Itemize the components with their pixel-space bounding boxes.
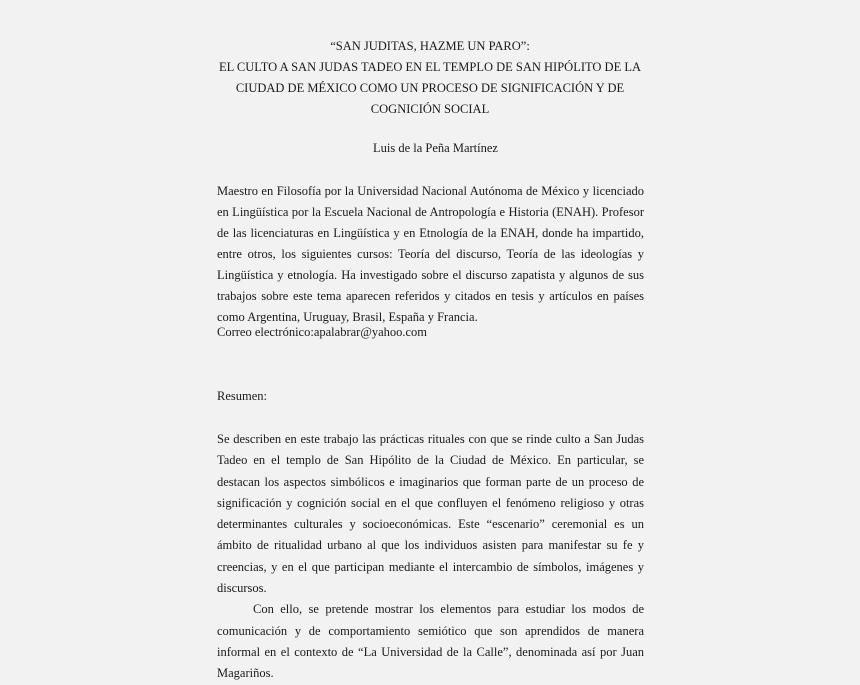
title-line-4: COGNICIÓN SOCIAL xyxy=(370,102,490,116)
abstract-body xyxy=(217,429,644,685)
abstract-paragraph-2: Con ello, se pretende mostrar los elementos para estudiar los modos de comunicación y de comportamiento semiótico que son aprendidos de manera informal en el contexto de “La Universidad de la Calle”, denominada así por Juan Magariños. xyxy=(217,602,644,681)
title-line-2: EL CULTO A SAN JUDAS TADEO EN EL TEMPLO DE SAN HIPÓLITO DE LA xyxy=(218,60,642,74)
abstract-paragraph-1: Se describen en este trabajo las prácticas rituales con que se rinde culto a San Judas Tadeo en el templo de San Hipólito de la Ciudad de México. En particular, se destacan los aspectos simbólicos e imaginarios que forman parte de un proceso de significación y cognición social en el que confluyen el fenómeno religioso y otras determinantes culturales y socioeconómicas. Este “escenario” ceremonial es un ámbito de ritualidad urbano al que los individuos asisten para manifestar su fe y creencias, y en el que participan mediante el intercambio de símbolos, imágenes y discursos. xyxy=(217,432,644,596)
title-line-3: CIUDAD DE MÉXICO COMO UN PROCESO DE SIGNIFICACIÓN Y DE xyxy=(235,81,625,95)
abstract-heading: Resumen: xyxy=(217,389,267,403)
author-email: Correo electrónico:apalabrar@yahoo.com xyxy=(217,325,428,339)
author-name: Luis de la Peña Martínez xyxy=(373,141,498,155)
bio-text: Maestro en Filosofía por la Universidad Nacional Autónoma de México y licenciado en Lingüística por la Escuela Nacional de Antropología e Historia (ENAH). Profesor de las licenciaturas en Lingüística y en Etnología de la ENAH, donde ha impartido, entre otros, los siguientes cursos: Teoría del discurso, Teoría de las ideologías y Lingüística y etnología. Ha investigado sobre el discurso zapatista y algunos de sus trabajos sobre este tema aparecen referidos y citados en tesis y artículos en países como Argentina, Uruguay, Brasil, España y Francia. xyxy=(217,184,644,324)
article-title xyxy=(200,36,660,120)
author-bio xyxy=(217,181,644,328)
title-line-1: “SAN JUDITAS, HAZME UN PARO”: xyxy=(330,39,530,53)
